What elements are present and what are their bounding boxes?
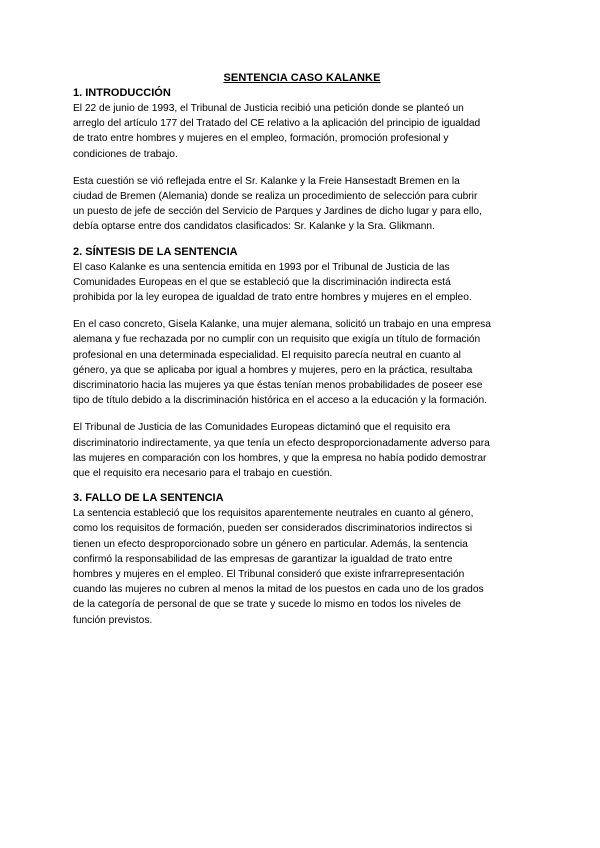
section-heading: 2. SÍNTESIS DE LA SENTENCIA bbox=[73, 245, 238, 258]
text-line: ciudad de Bremen (Alemania) donde se realiza un procedimiento de selección para cubrir bbox=[73, 191, 478, 203]
text-line: género, ya que se aplicaba por igual a hombres y mujeres, pero en la práctica, resultaba bbox=[73, 364, 473, 376]
text-line: tipo de título debido a la discriminación histórica en el acceso a la educación y la formación. bbox=[73, 395, 487, 407]
document-title: SENTENCIA CASO KALANKE bbox=[223, 72, 381, 84]
text-line: que el requisito era necesario para el trabajo en cuestión. bbox=[73, 468, 333, 480]
text-line: El Tribunal de Justicia de las Comunidades Europeas dictaminó que el requisito era bbox=[73, 422, 451, 434]
paragraph bbox=[73, 317, 531, 408]
paragraph bbox=[73, 260, 531, 306]
text-line: tienen un efecto desproporcionado sobre un género en particular. Además, la sentencia bbox=[73, 538, 468, 550]
text-line: prohibida por la ley europea de igualdad de trato entre hombres y mujeres en el empleo. bbox=[73, 292, 472, 304]
section-heading: 3. FALLO DE LA SENTENCIA bbox=[73, 492, 224, 505]
text-line: Comunidades Europeas en el que se estableció que la discriminación indirecta está bbox=[73, 276, 451, 288]
text-line: cuando las mujeres no cubren al menos la mitad de los puestos en cada uno de los grados bbox=[73, 584, 484, 596]
text-line: condiciones de trabajo. bbox=[73, 148, 178, 160]
text-line: confirmó la responsabilidad de las empresas de garantizar la igualdad de trato entre bbox=[73, 553, 453, 565]
text-line: profesional en una determinada especialidad. El requisito parecía neutral en cuanto al bbox=[73, 349, 461, 361]
text-line: arreglo del artículo 177 del Tratado del CE relativo a la aplicación del principio de igualdad bbox=[73, 118, 481, 130]
text-line: El caso Kalanke es una sentencia emitida en 1993 por el Tribunal de Justicia de las bbox=[73, 261, 450, 273]
text-line: como los requisitos de formación, pueden ser considerados discriminatorios indirectos si bbox=[73, 523, 473, 535]
section-heading: 1. INTRODUCCIÓN bbox=[73, 87, 171, 99]
text-line: alemana y fue rechazada por no cumplir con un requisito que exigía un título de formación bbox=[73, 334, 481, 346]
text-line: las mujeres en comparación con los hombres, y que la empresa no había podido demostrar bbox=[73, 452, 487, 464]
text-line: de trato entre hombres y mujeres en el empleo, formación, promoción profesional y bbox=[73, 133, 449, 145]
text-line: discriminatorio hacia las mujeres ya que éstas tenían menos probabilidades de poseer ese bbox=[73, 380, 483, 392]
paragraph bbox=[73, 506, 531, 628]
text-line: función previstos. bbox=[73, 614, 153, 626]
paragraph bbox=[73, 420, 531, 481]
text-line: Esta cuestión se vió reflejada entre el Sr. Kalanke y la Freie Hansestadt Bremen en la bbox=[73, 175, 460, 187]
document-page bbox=[73, 71, 531, 628]
text-line: hombres y mujeres en el empleo. El Tribunal consideró que existe infrarrepresentación bbox=[73, 569, 465, 581]
text-line: La sentencia estableció que los requisitos aparentemente neutrales en cuanto al género, bbox=[73, 508, 474, 520]
paragraph bbox=[73, 174, 531, 235]
paragraph bbox=[73, 101, 531, 162]
text-line: El 22 de junio de 1993, el Tribunal de Justicia recibió una petición donde se planteó un bbox=[73, 103, 464, 114]
text-line: de la categoría de personal de que se trate y sucede lo mismo en todos los niveles de bbox=[73, 599, 461, 611]
text-line: En el caso concreto, Gisela Kalanke, una mujer alemana, solicitó un trabajo en una empresa bbox=[73, 319, 491, 331]
text-line: debía optarse entre dos candidatos clasificados: Sr. Kalanke y la Sra. Glikmann. bbox=[73, 221, 435, 233]
text-line: discriminatorio indirectamente, ya que tenía un efecto desproporcionadamente adverso para bbox=[73, 437, 490, 449]
text-line: un puesto de jefe de sección del Servicio de Parques y Jardines de dicho lugar y para ello, bbox=[73, 206, 482, 218]
